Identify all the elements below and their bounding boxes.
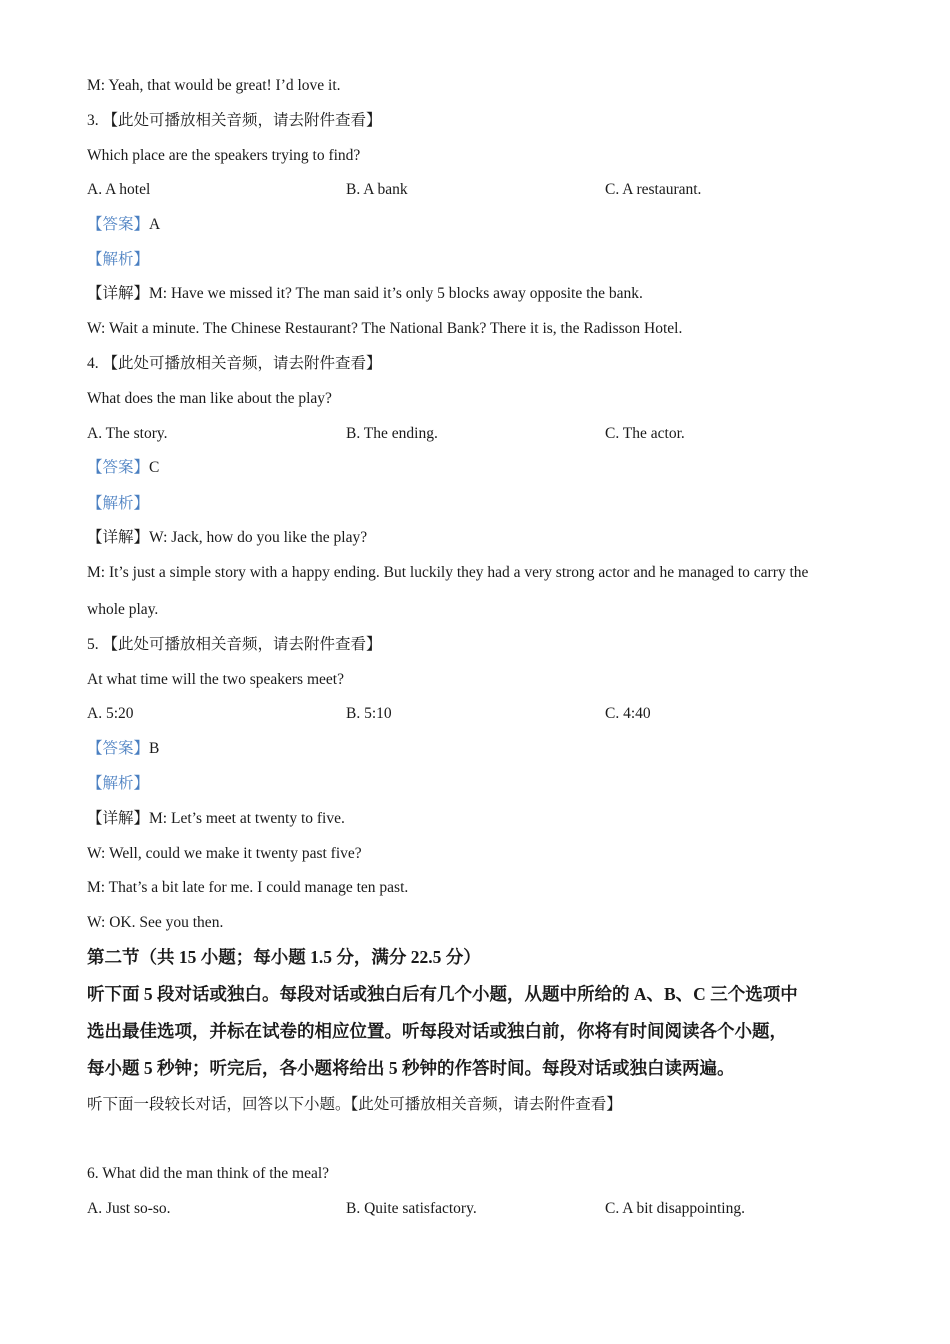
answer-value: C	[149, 459, 160, 476]
question-5-option-c: C. 4:40	[605, 705, 651, 722]
question-3-header: 3. 【此处可播放相关音频，请去附件查看】	[87, 112, 382, 129]
question-6-option-b: B. Quite satisfactory.	[346, 1200, 477, 1217]
section-2-title: 第二节（共 15 小题；每小题 1.5 分，满分 22.5 分）	[87, 947, 481, 967]
detail-tag: 【详解】	[87, 285, 150, 302]
question-4-option-a: A. The story.	[87, 425, 168, 442]
question-4-header: 4. 【此处可播放相关音频，请去附件查看】	[87, 355, 382, 372]
listening-note: 听下面一段较长对话，回答以下小题。【此处可播放相关音频，请去附件查看】	[87, 1096, 622, 1113]
question-5-detail	[87, 809, 345, 829]
dialogue-line: W: Well, could we make it twenty past five?	[87, 845, 362, 862]
question-3-option-a: A. A hotel	[87, 181, 151, 198]
section-2-instruction: 选出最佳选项，并标在试卷的相应位置。听每段对话或独白前，你将有时间阅读各个小题，	[87, 1021, 787, 1041]
question-6-option-a: A. Just so-so.	[87, 1200, 171, 1217]
detail-tag: 【详解】	[87, 810, 150, 827]
section-2-instruction: 每小题 5 秒钟；听完后，各小题将给出 5 秒钟的作答时间。每段对话或独白读两遍。	[87, 1058, 735, 1078]
question-5-answer	[87, 739, 159, 759]
question-5-text: At what time will the two speakers meet?	[87, 671, 344, 688]
question-4-option-b: B. The ending.	[346, 425, 438, 442]
answer-value: A	[149, 216, 161, 233]
detail-text: M: Let’s meet at twenty to five.	[149, 810, 345, 827]
detail-text: W: Jack, how do you like the play?	[149, 529, 368, 546]
analysis-tag: 【解析】	[87, 251, 150, 268]
dialogue-line: whole play.	[87, 601, 159, 618]
question-3-text: Which place are the speakers trying to find?	[87, 147, 361, 164]
dialogue-line: W: OK. See you then.	[87, 914, 224, 931]
answer-value: B	[149, 740, 160, 757]
dialogue-line: W: Wait a minute. The Chinese Restaurant? The National Bank? There it is, the Radisson Hotel.	[87, 320, 683, 337]
question-3-answer	[87, 215, 160, 235]
question-5-option-a: A. 5:20	[87, 705, 134, 722]
question-3-detail	[87, 284, 643, 304]
dialogue-line: M: Yeah, that would be great! I’d love it.	[87, 77, 341, 94]
dialogue-line: M: It’s just a simple story with a happy ending. But luckily they had a very strong actor and he managed to carry the	[87, 564, 809, 581]
question-5-option-b: B. 5:10	[346, 705, 392, 722]
detail-tag: 【详解】	[87, 529, 150, 546]
question-3-option-c: C. A restaurant.	[605, 181, 702, 198]
question-4-text: What does the man like about the play?	[87, 390, 332, 407]
question-6-option-c: C. A bit disappointing.	[605, 1200, 745, 1217]
detail-text: M: Have we missed it? The man said it’s only 5 blocks away opposite the bank.	[149, 285, 643, 302]
question-4-detail	[87, 528, 367, 548]
analysis-tag: 【解析】	[87, 495, 150, 512]
question-4-option-c: C. The actor.	[605, 425, 685, 442]
analysis-tag: 【解析】	[87, 775, 150, 792]
question-3-option-b: B. A bank	[346, 181, 408, 198]
dialogue-line: M: That’s a bit late for me. I could manage ten past.	[87, 879, 409, 896]
answer-tag: 【答案】	[87, 459, 150, 476]
question-5-header: 5. 【此处可播放相关音频，请去附件查看】	[87, 636, 382, 653]
answer-tag: 【答案】	[87, 740, 150, 757]
question-6-text: 6. What did the man think of the meal?	[87, 1165, 330, 1182]
question-4-answer	[87, 458, 159, 478]
section-2-instruction: 听下面 5 段对话或独白。每段对话或独白后有几个小题，从题中所给的 A、B、C 三个选项中	[87, 984, 798, 1004]
answer-tag: 【答案】	[87, 216, 150, 233]
